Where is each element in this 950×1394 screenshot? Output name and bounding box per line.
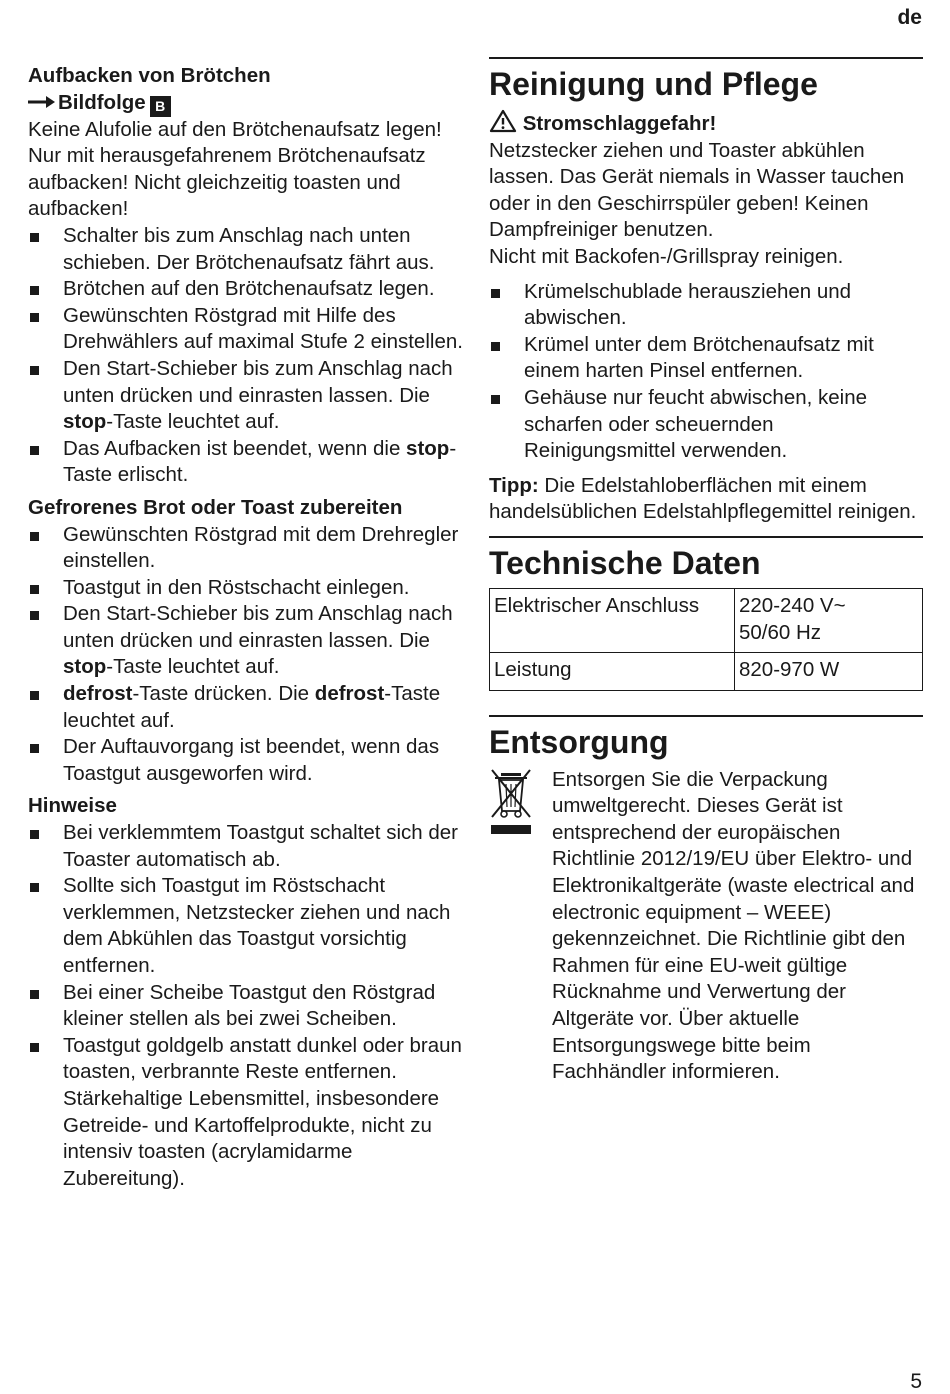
list-item: Schalter bis zum Anschlag nach unten schieben. Der Brötchenaufsatz fährt aus. <box>28 223 468 276</box>
tip-label: Tipp: <box>489 473 539 497</box>
baking-steps <box>28 223 468 489</box>
frozen-steps <box>28 522 468 788</box>
text: -Taste drücken. Die <box>132 682 315 706</box>
list-item <box>28 681 468 734</box>
arrow-right-icon <box>28 90 58 117</box>
list-item: Der Auftauvorgang ist beendet, wenn das Toastgut ausgeworfen wird. <box>28 734 468 787</box>
text: Den Start-Schieber bis zum Anschlag nach unten drücken und einrasten lassen. Die <box>63 602 453 652</box>
list-item: Krümelschublade herausziehen und abwischen. <box>489 279 923 332</box>
text: -Taste leuchtet auf. <box>63 682 441 732</box>
list-item: Bei einer Scheibe Toastgut den Röstgrad kleiner stellen als bei zwei Scheiben. <box>28 980 468 1033</box>
list-item: Gehäuse nur feucht abwischen, keine scharfen oder scheuernden Reinigungsmittel verwenden. <box>489 385 923 465</box>
cleaning-steps <box>489 279 923 465</box>
table-cell-label: Leistung <box>490 653 735 691</box>
text: Das Aufbacken ist beendet, wenn die <box>63 436 407 460</box>
value-line: 50/60 Hz <box>739 620 822 644</box>
warning-text: Netzstecker ziehen und Toaster abkühlen lassen. Das Gerät niemals in Wasser tauchen oder in den Geschirrspüler geben! Keinen Dampfreiniger benutzen. <box>489 138 905 242</box>
list-item: Sollte sich Toastgut im Röstschacht verklemmen, Netzstecker ziehen und nach dem Abkühlen das Toastgut vorsichtig entfernen. <box>28 873 468 979</box>
tech-table <box>489 588 923 691</box>
frozen-heading: Gefrorenes Brot oder Toast zubereiten <box>28 495 403 519</box>
list-item: Toastgut goldgelb anstatt dunkel oder braun toasten, verbrannte Reste entfernen. Stärkehaltige Lebensmittel, insbesondere Getreide- und Kartoffelprodukte, nicht zu intensiv toasten (acrylamidarme Zubereitung). <box>28 1033 468 1193</box>
list-item: Gewünschten Röstgrad mit Hilfe des Drehwählers auf maximal Stufe 2 einstellen. <box>28 303 468 356</box>
electric-shock-warning <box>489 109 923 138</box>
warning-label: Stromschlaggefahr! <box>522 112 717 135</box>
tip <box>489 473 923 526</box>
list-item <box>28 436 468 489</box>
language-code: de <box>897 6 922 29</box>
text: -Taste leuchtet auf. <box>106 410 280 434</box>
table-row <box>490 653 923 691</box>
text: -Taste leuchtet auf. <box>106 655 280 679</box>
warning-triangle-icon <box>489 112 523 135</box>
list-item: Krümel unter dem Brötchenaufsatz mit einem harten Pinsel entfernen. <box>489 332 923 385</box>
table-cell-value: 820-970 W <box>735 653 923 691</box>
stop-key-label: stop <box>63 655 107 679</box>
notes-heading: Hinweise <box>28 794 117 818</box>
text: -Taste erlischt. <box>63 436 457 487</box>
table-row <box>490 588 923 652</box>
disposal-block <box>489 767 923 1086</box>
baking-intro: Keine Alufolie auf den Brötchenaufsatz legen! Nur mit herausgefahrenem Brötchenaufsatz aufbacken! Nicht gleichzeitig toasten und aufbacken! <box>28 117 442 221</box>
figure-reference-label: Bildfolge <box>58 90 146 114</box>
disposal-heading: Entsorgung <box>489 715 923 761</box>
list-item: Bei verklemmtem Toastgut schaltet sich der Toaster automatisch ab. <box>28 820 468 873</box>
list-item <box>28 601 468 681</box>
baking-heading: Aufbacken von Brötchen <box>28 64 271 87</box>
disposal-text: Entsorgen Sie die Verpackung umweltgerecht. Dieses Gerät ist entsprechend der europäischen Richtlinie 2012/19/EU über Elektro- und Elektronikaltgeräte (waste electrical and electronic equipment – WEEE) gekennzeichnet. Die Richtlinie gibt den Rahmen für eine EU-weit gültige Rücknahme und Verwertung der Altgeräte vor. Über aktuelle Entsorgungswege bitte beim Fachhändler informieren. <box>552 767 915 1084</box>
cleaning-heading: Reinigung und Pflege <box>489 57 923 103</box>
list-item <box>28 356 468 436</box>
list-item: Brötchen auf den Brötchenaufsatz legen. <box>28 276 468 303</box>
value-line: 220-240 V~ <box>739 593 846 617</box>
right-column <box>489 57 923 1086</box>
figure-reference <box>28 90 468 117</box>
list-item: Toastgut in den Röstschacht einlegen. <box>28 575 468 602</box>
left-column <box>28 63 468 1192</box>
defrost-key-label: defrost <box>314 682 385 706</box>
defrost-key-label: defrost <box>63 682 133 706</box>
warning-text-2: Nicht mit Backofen-/Grillspray reinigen. <box>489 244 844 268</box>
text: Den Start-Schieber bis zum Anschlag nach unten drücken und einrasten lassen. Die <box>63 356 453 407</box>
table-cell-value <box>735 588 923 652</box>
list-item: Gewünschten Röstgrad mit dem Drehregler einstellen. <box>28 522 468 575</box>
figure-letter-badge: B <box>150 96 171 117</box>
stop-key-label: stop <box>406 436 450 460</box>
table-cell-label: Elektrischer Anschluss <box>490 588 735 652</box>
tech-heading: Technische Daten <box>489 536 923 582</box>
stop-key-label: stop <box>63 410 107 434</box>
notes-list <box>28 820 468 1192</box>
page-number: 5 <box>910 1370 922 1393</box>
tip-text: Die Edelstahloberflächen mit einem handelsüblichen Edelstahlpflegemittel reinigen. <box>489 473 917 524</box>
weee-crossed-bin-icon <box>489 767 552 1086</box>
